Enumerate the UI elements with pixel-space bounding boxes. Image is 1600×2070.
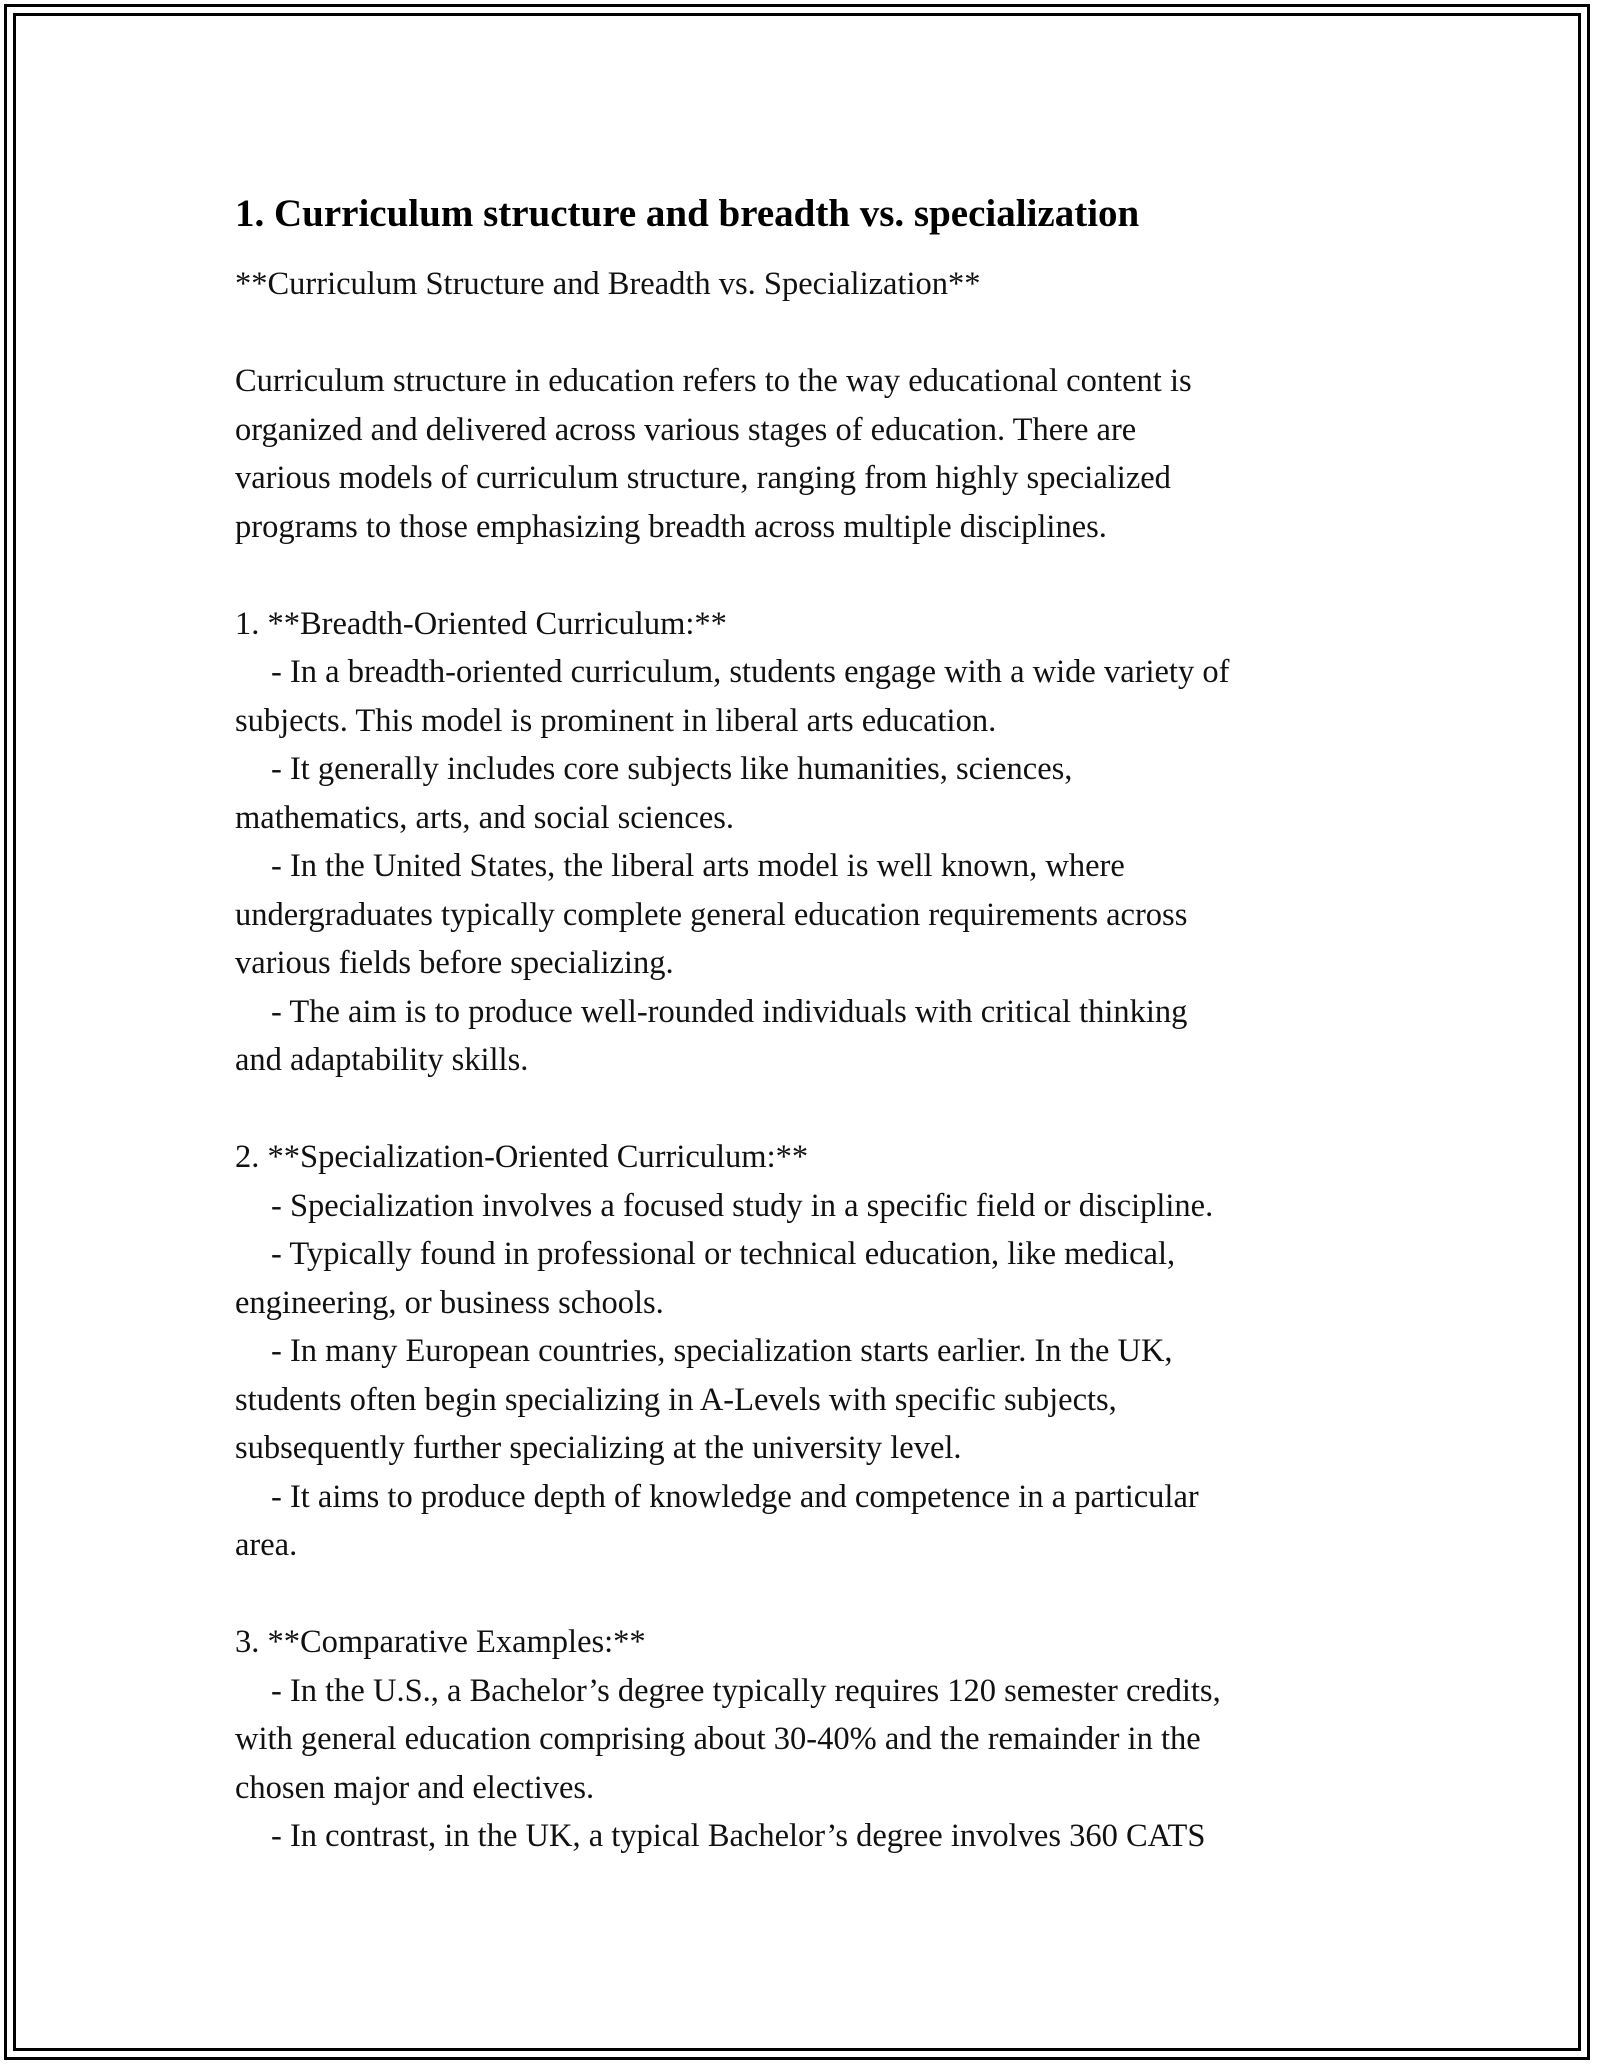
document-heading: 1. Curriculum structure and breadth vs. specialization	[235, 192, 1140, 235]
document-body	[235, 186, 1365, 1861]
section-line: with general education comprising about 30-40% and the remainder in the	[235, 1721, 1201, 1757]
section-line: students often begin specializing in A-Levels with specific subjects,	[235, 1381, 1117, 1418]
paragraph-gap	[235, 551, 1365, 600]
intro-line: programs to those emphasizing breadth across multiple disciplines.	[235, 508, 1107, 545]
section-title: 1. **Breadth-Oriented Curriculum:**	[235, 605, 727, 642]
section-line: - In contrast, in the UK, a typical Bachelor’s degree involves 360 CATS	[271, 1818, 1206, 1854]
section-specialization	[235, 1133, 1365, 1570]
section-line: chosen major and electives.	[235, 1769, 595, 1806]
section-line: - Specialization involves a focused study in a specific field or discipline.	[271, 1187, 1214, 1224]
section-line: - In many European countries, specialization starts earlier. In the UK,	[271, 1333, 1173, 1369]
intro-line: Curriculum structure in education refers to the way educational content is	[235, 363, 1192, 399]
section-line: engineering, or business schools.	[235, 1284, 664, 1321]
section-line: - The aim is to produce well-rounded individuals with critical thinking	[271, 993, 1188, 1030]
intro-line: various models of curriculum structure, ranging from highly specialized	[235, 460, 1171, 496]
section-line: and adaptability skills.	[235, 1042, 529, 1078]
section-line: - In the U.S., a Bachelor’s degree typically requires 120 semester credits,	[271, 1672, 1221, 1709]
section-line: mathematics, arts, and social sciences.	[235, 799, 735, 836]
section-title: 3. **Comparative Examples:**	[235, 1624, 646, 1660]
section-line: subsequently further specializing at the university level.	[235, 1430, 962, 1466]
section-line: - In a breadth-oriented curriculum, students engage with a wide variety of	[271, 654, 1230, 690]
paragraph-gap	[235, 1570, 1365, 1619]
paragraph-gap	[235, 1085, 1365, 1134]
section-line: - Typically found in professional or technical education, like medical,	[271, 1236, 1176, 1272]
intro-paragraph	[235, 357, 1365, 551]
section-line: - In the United States, the liberal arts model is well known, where	[271, 848, 1125, 884]
section-line: - It aims to produce depth of knowledge and competence in a particular	[271, 1478, 1199, 1515]
section-line: - It generally includes core subjects like humanities, sciences,	[271, 751, 1073, 787]
section-line: area.	[235, 1527, 298, 1563]
section-breadth	[235, 600, 1365, 1085]
section-line: subjects. This model is prominent in liberal arts education.	[235, 702, 997, 739]
section-line: various fields before specializing.	[235, 945, 674, 981]
paragraph-gap	[235, 309, 1365, 358]
section-title: 2. **Specialization-Oriented Curriculum:**	[235, 1139, 809, 1175]
section-line: undergraduates typically complete general education requirements across	[235, 896, 1188, 933]
document-subtitle: **Curriculum Structure and Breadth vs. Specialization**	[235, 266, 981, 302]
section-comparative	[235, 1618, 1365, 1861]
intro-line: organized and delivered across various stages of education. There are	[235, 411, 1137, 448]
